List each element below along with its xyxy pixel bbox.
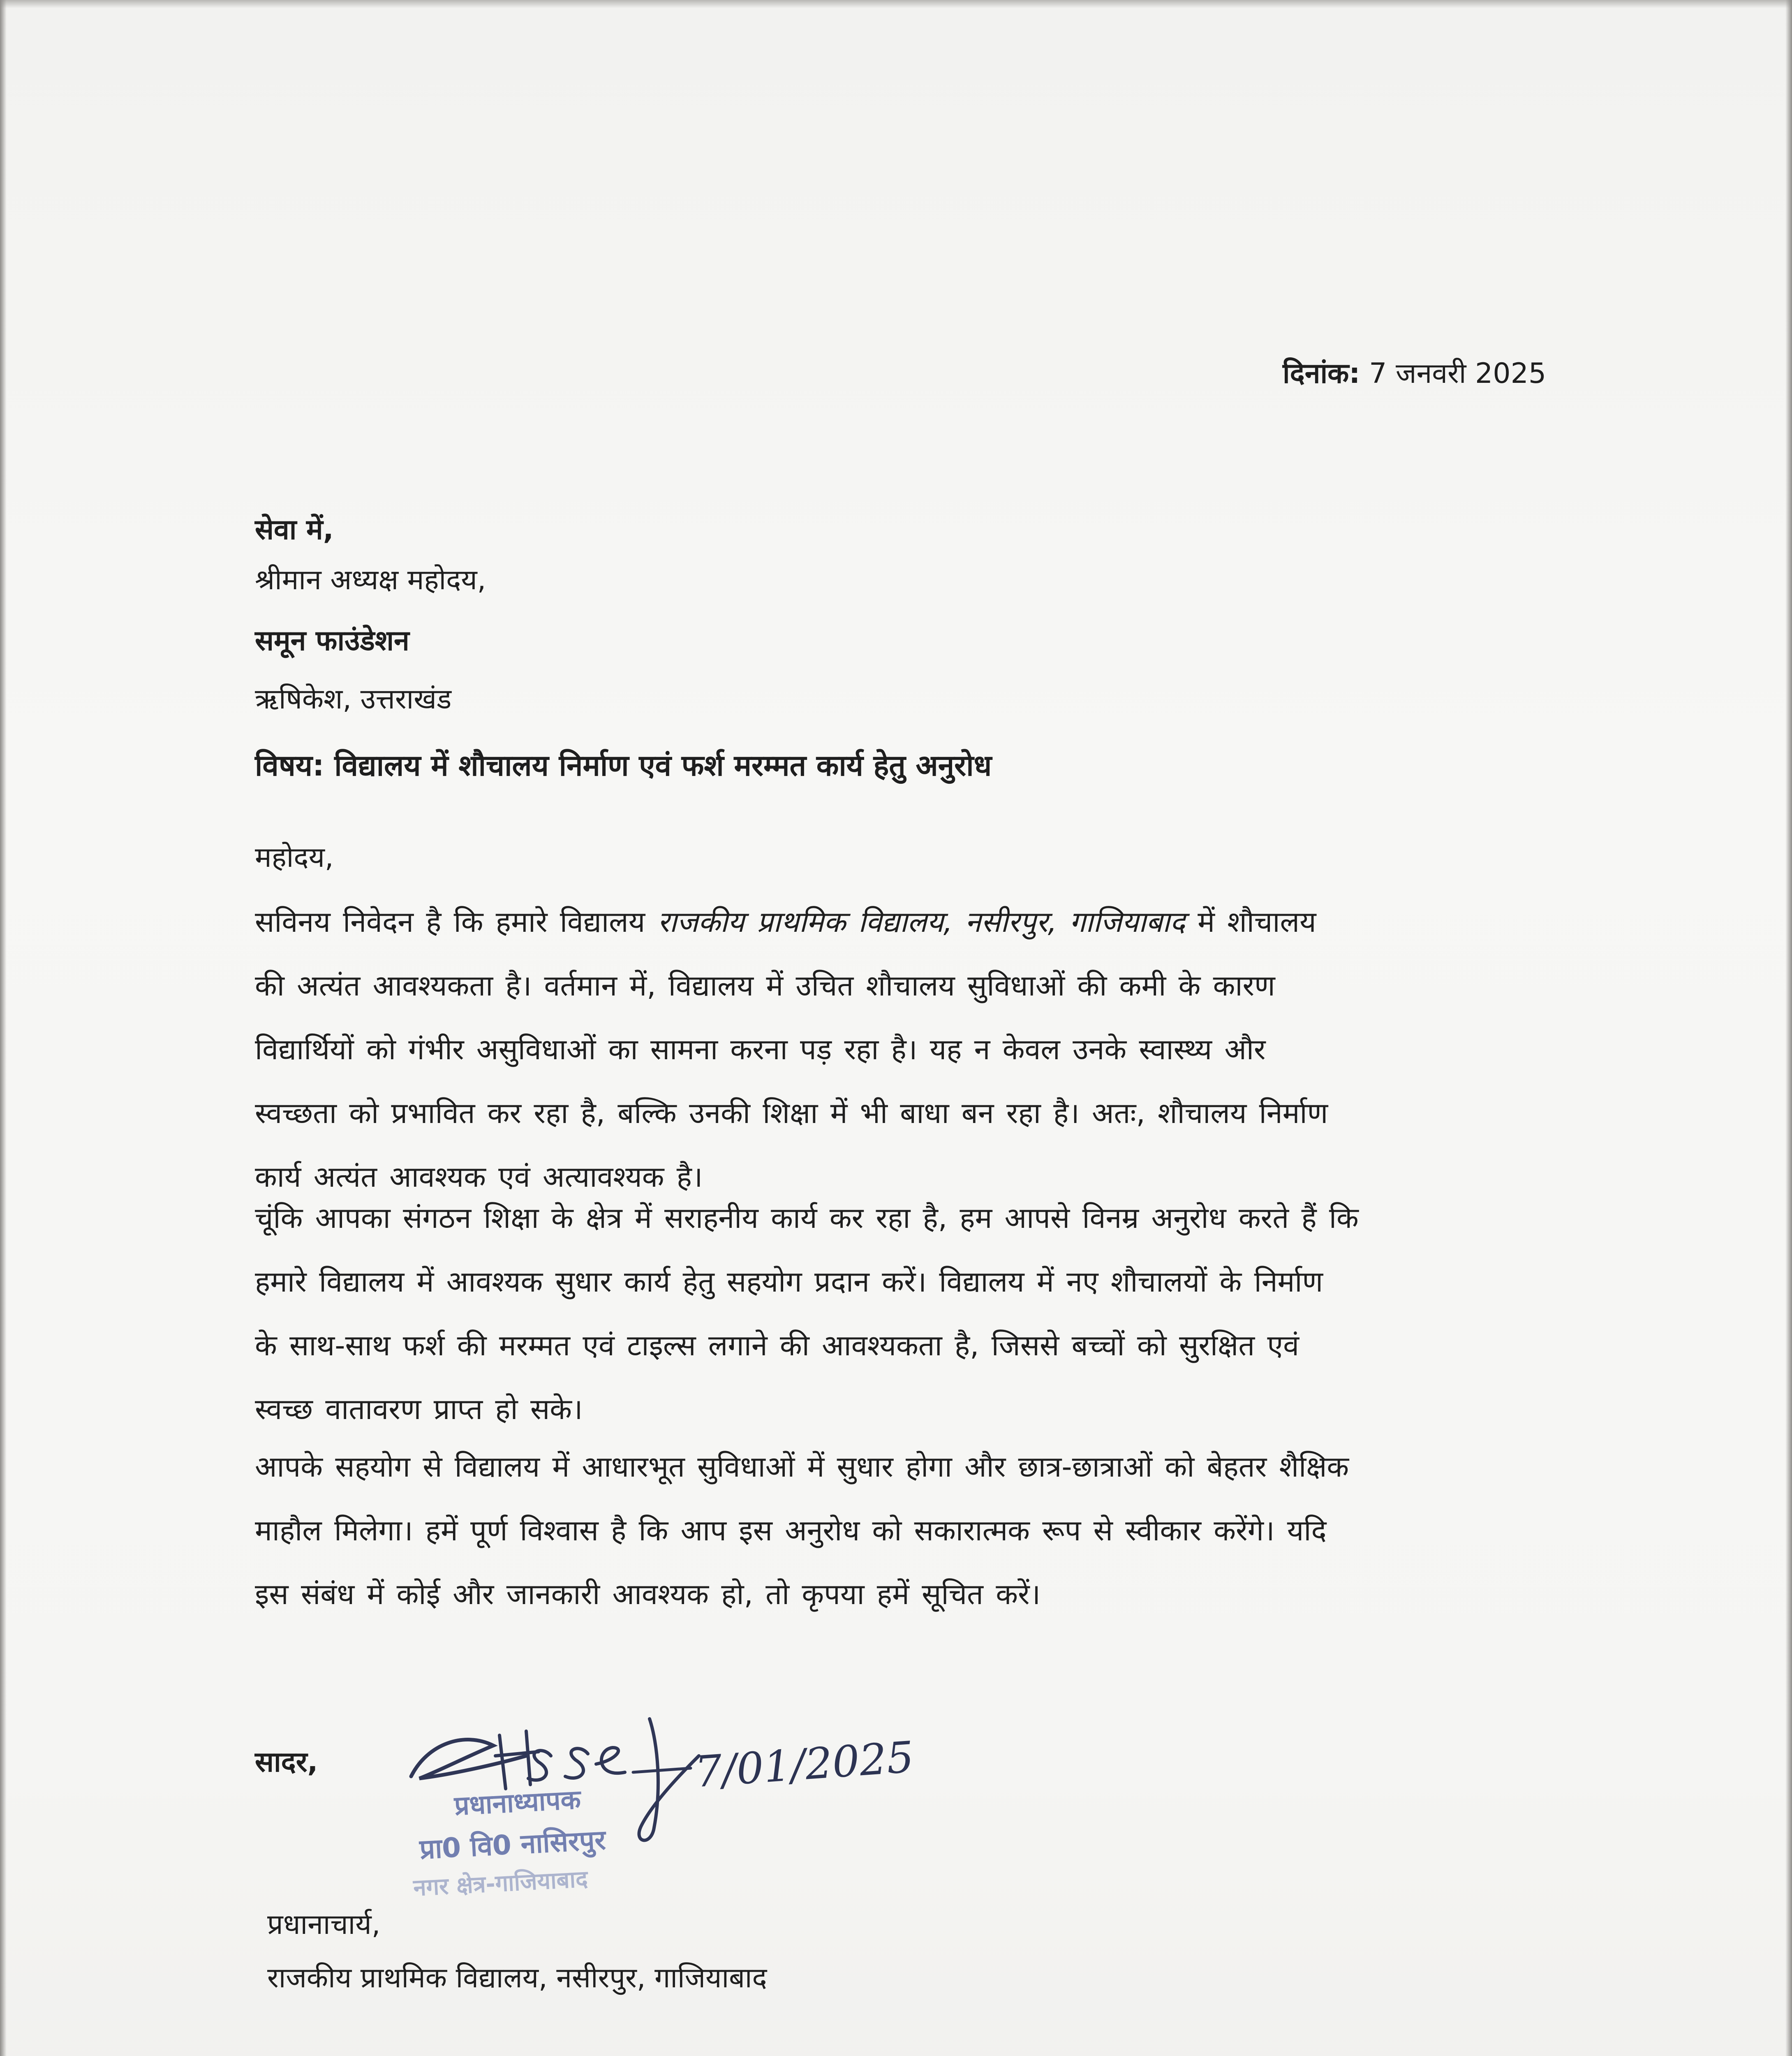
recipient-title: श्रीमान अध्यक्ष महोदय,	[255, 564, 486, 596]
recipient-organization: समून फाउंडेशन	[255, 625, 409, 657]
paragraph-1-line-1	[255, 890, 1583, 954]
letter-closing: सादर,	[255, 1746, 318, 1778]
salutation-to: सेवा में,	[255, 514, 334, 546]
paragraph-1-line-2: की अत्यंत आवश्यकता है। वर्तमान में, विद्यालय में उचित शौचालय सुविधाओं की कमी के कारण	[255, 969, 1275, 1003]
paragraph-1-line-4: स्वच्छता को प्रभावित कर रहा है, बल्कि उनकी शिक्षा में भी बाधा बन रहा है। अतः, शौचालय निर्माण	[255, 1096, 1328, 1130]
date-label: दिनांक:	[1283, 357, 1360, 390]
sender-school: राजकीय प्राथमिक विद्यालय, नसीरपुर, गाजियाबाद	[267, 1962, 767, 1994]
page-shadow-top	[0, 0, 1792, 8]
paragraph-1-line-5: कार्य अत्यंत आवश्यक एवं अत्यावश्यक है।	[255, 1160, 703, 1194]
paragraph-2-line-3: के साथ-साथ फर्श की मरम्मत एवं टाइल्स लगाने की आवश्यकता है, जिससे बच्चों को सुरक्षित एवं	[255, 1329, 1299, 1362]
signature-date: 7/01/2025	[693, 1732, 916, 1797]
paragraph-3-line-3: इस संबंध में कोई और जानकारी आवश्यक हो, तो कृपया हमें सूचित करें।	[255, 1577, 1041, 1611]
school-stamp	[408, 1772, 751, 1909]
stamp-line-3: नगर क्षेत्र-गाजियाबाद	[412, 1866, 589, 1902]
paragraph-2-line-2: हमारे विद्यालय में आवश्यक सुधार कार्य हेतु सहयोग प्रदान करें। विद्यालय में नए शौचालयों के निर्माण	[255, 1265, 1323, 1299]
sender-designation: प्रधानाचार्य,	[267, 1908, 381, 1941]
recipient-location: ऋषिकेश, उत्तराखंड	[255, 683, 452, 715]
paragraph-1-line-3: विद्यार्थियों को गंभीर असुविधाओं का सामना करना पड़ रहा है। यह न केवल उनके स्वास्थ्य और	[255, 1033, 1266, 1066]
paragraph-2-line-1: चूंकि आपका संगठन शिक्षा के क्षेत्र में सराहनीय कार्य कर रहा है, हम आपसे विनम्र अनुरोध करते हैं कि	[255, 1201, 1359, 1235]
paragraph-3	[255, 1435, 1583, 1626]
letter-subject: विषय: विद्यालय में शौचालय निर्माण एवं फर्श मरम्मत कार्य हेतु अनुरोध	[255, 748, 992, 783]
paragraph-1-line-1-start: सविनय निवेदन है कि हमारे विद्यालय	[255, 905, 658, 939]
page-shadow-right	[1785, 0, 1792, 2056]
paragraph-2	[255, 1186, 1583, 1441]
page-shadow-left	[0, 0, 7, 2056]
paragraph-3-line-2: माहौल मिलेगा। हमें पूर्ण विश्वास है कि आप इस अनुरोध को सकारात्मक रूप से स्वीकार करेंगे। यदि	[255, 1514, 1327, 1547]
paragraph-1-line-1-end: में शौचालय	[1185, 905, 1316, 939]
school-name-italic: राजकीय प्राथमिक विद्यालय, नसीरपुर, गाजियाबाद	[657, 905, 1185, 939]
letter-date	[1283, 353, 1546, 391]
date-value: 7 जनवरी 2025	[1369, 357, 1547, 390]
paragraph-3-line-1: आपके सहयोग से विद्यालय में आधारभूत सुविधाओं में सुधार होगा और छात्र-छात्राओं को बेहतर शैक्षिक	[255, 1450, 1349, 1484]
stamp-line-2: प्रा0 वि0 नासिरपुर	[419, 1824, 607, 1866]
paragraph-2-line-4: स्वच्छ वातावरण प्राप्त हो सके।	[255, 1392, 583, 1426]
letter-greeting: महोदय,	[255, 841, 334, 874]
stamp-line-1: प्रधानाध्यापक	[453, 1784, 582, 1822]
paragraph-1	[255, 890, 1583, 1209]
